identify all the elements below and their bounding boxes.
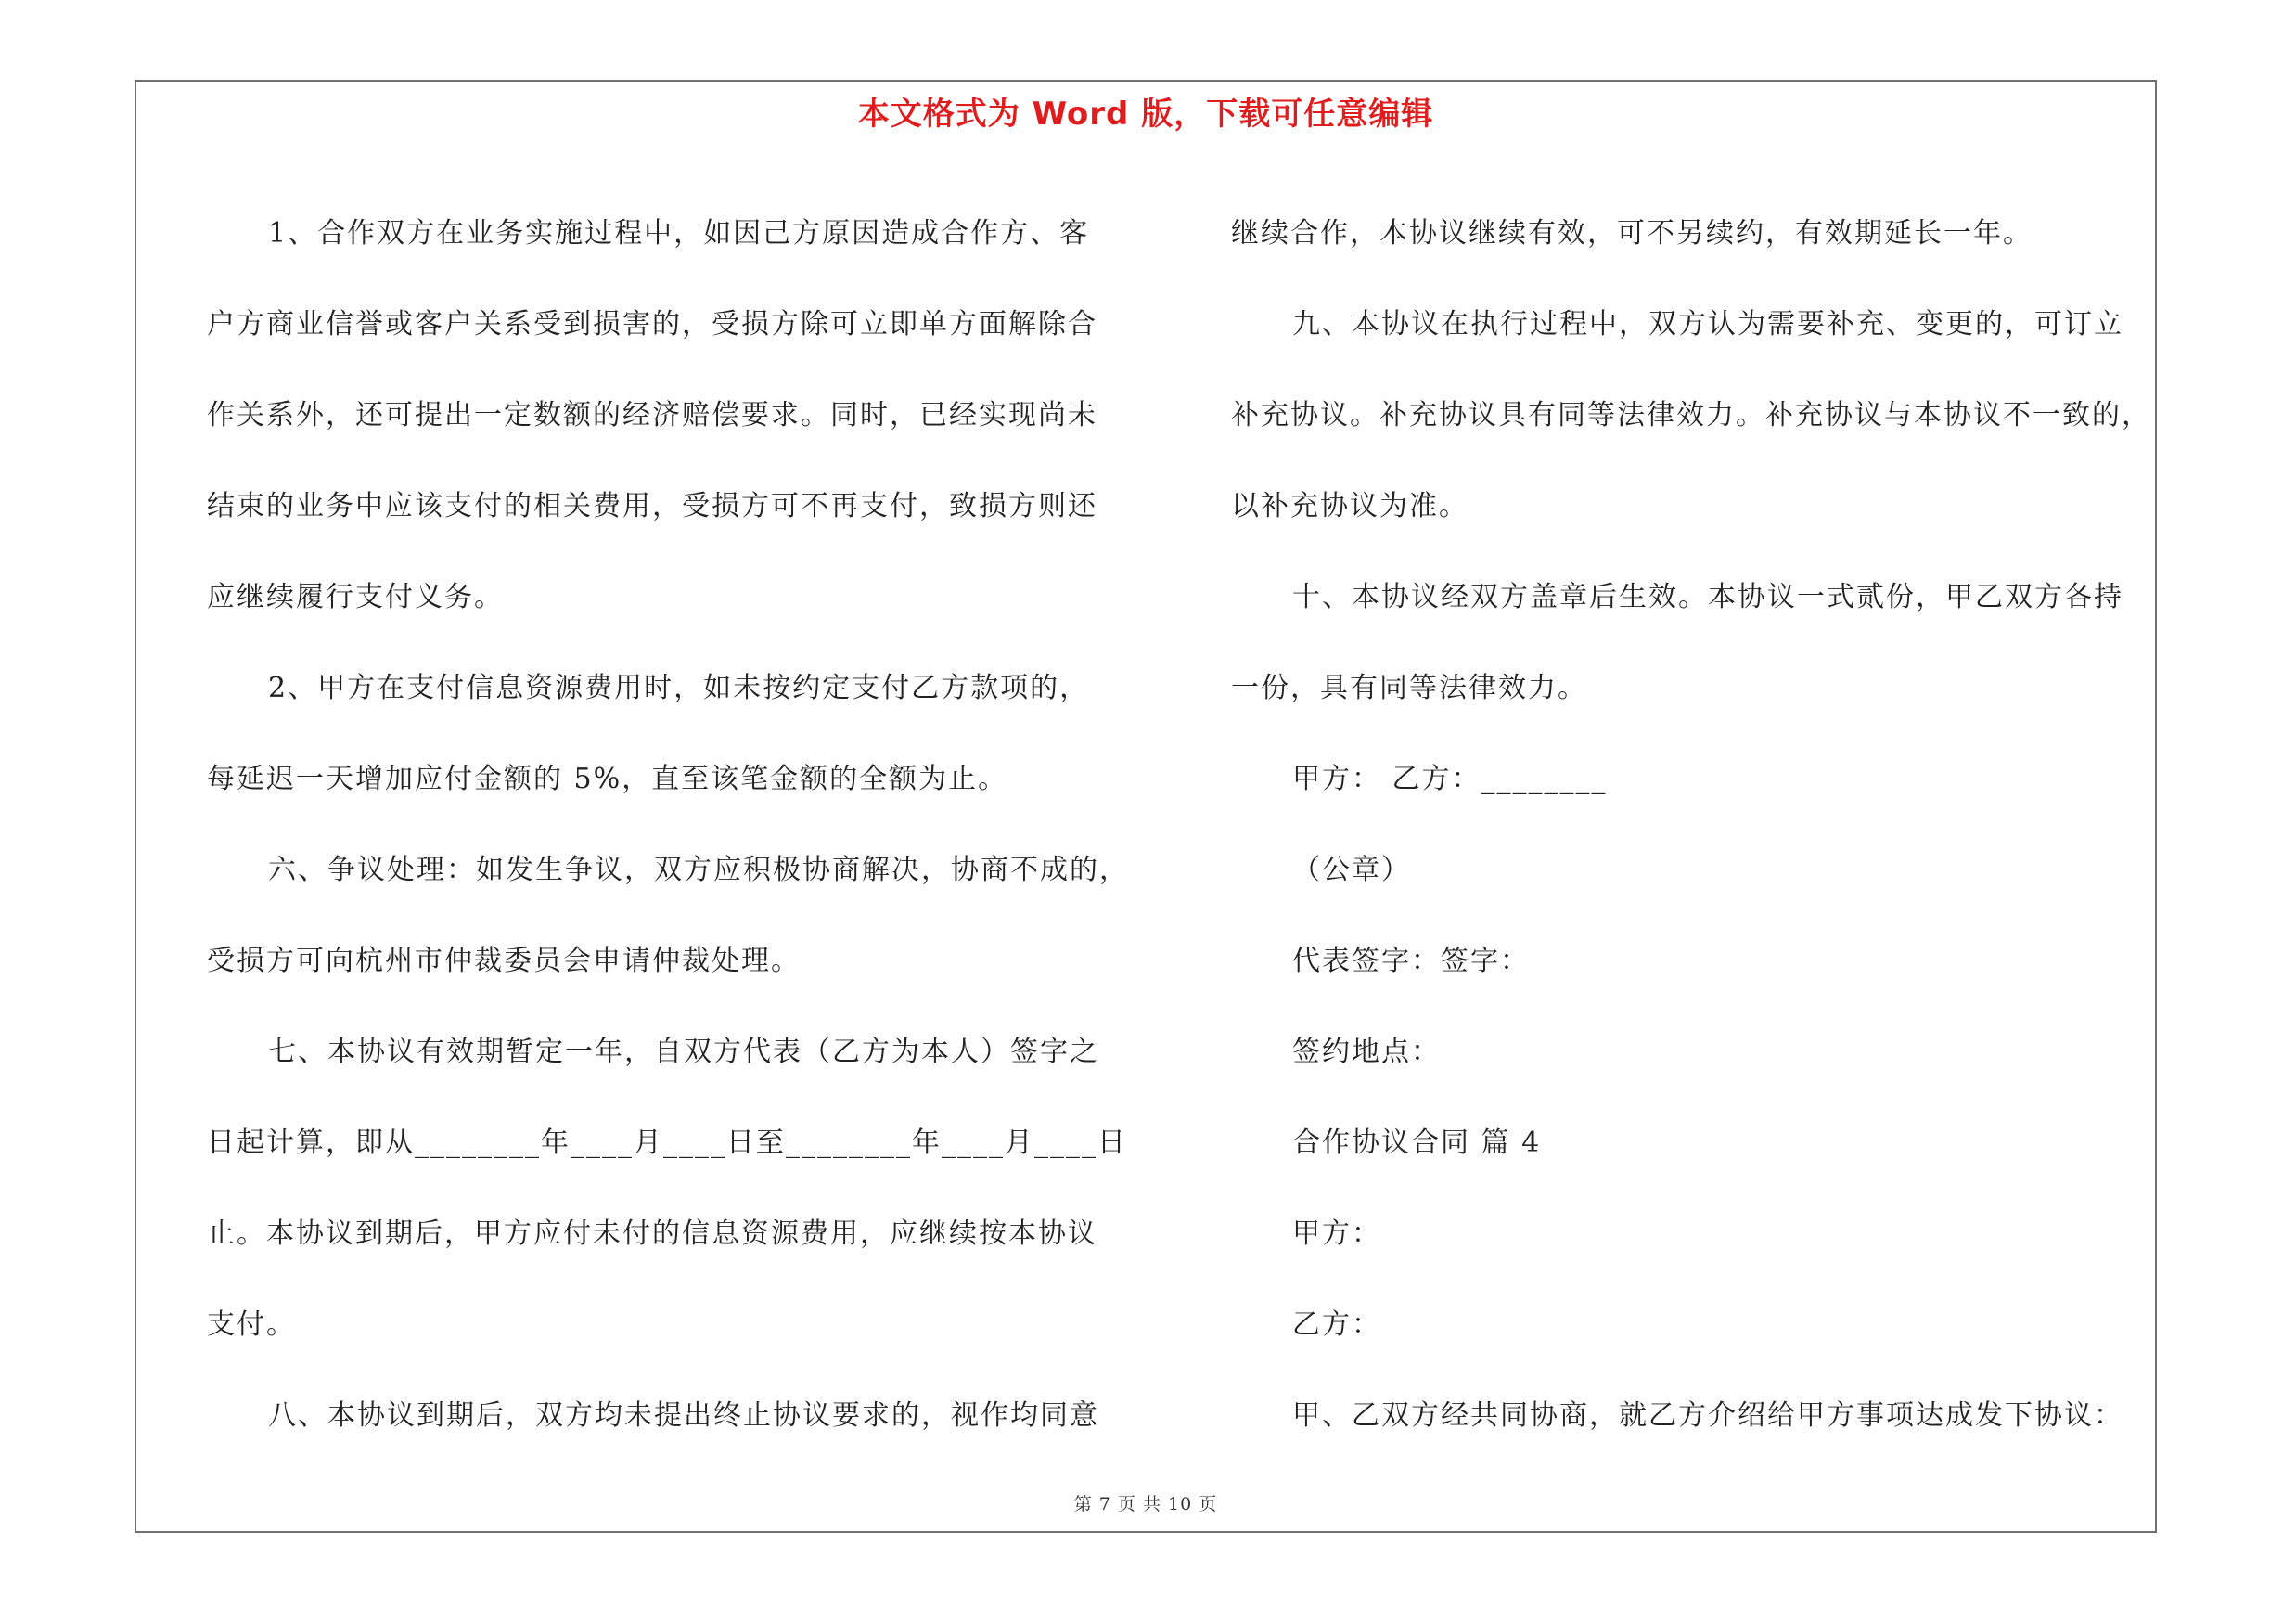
text-line: 1、合作双方在业务实施过程中，如因己方原因造成合作方、客	[268, 217, 1090, 250]
party-a-line: 甲方：	[1292, 1217, 1381, 1250]
left-text-column	[207, 188, 1129, 1462]
text-line: 结束的业务中应该支付的相关费用，受损方可不再支付，致损方则还	[207, 490, 1097, 522]
text-line: 止。本协议到期后，甲方应付未付的信息资源费用，应继续按本协议	[207, 1217, 1097, 1250]
signing-location-line: 签约地点：	[1292, 1036, 1441, 1068]
page-number-footer: 第 7 页 共 10 页	[1073, 1494, 1218, 1514]
right-text-column	[1231, 188, 2149, 1462]
text-line: 户方商业信誉或客户关系受到损害的，受损方除可立即单方面解除合	[207, 308, 1097, 341]
text-line: 八、本协议到期后，双方均未提出终止协议要求的，视作均同意	[268, 1399, 1099, 1432]
text-line: 每延迟一天增加应付金额的 5%，直至该笔金额的全额为止。	[207, 763, 1008, 795]
text-line: 支付。	[207, 1308, 296, 1341]
page-frame	[135, 80, 2157, 1533]
text-line: 应继续履行支付义务。	[207, 581, 504, 613]
text-line: 甲、乙双方经共同协商，就乙方介绍给甲方事项达成发下协议：	[1292, 1399, 2123, 1432]
text-line: 受损方可向杭州市仲裁委员会申请仲裁处理。	[207, 945, 801, 977]
text-line: 以补充协议为准。	[1231, 490, 1469, 522]
representative-signature-line: 代表签字：签字：	[1292, 945, 1530, 977]
official-seal-line: （公章）	[1292, 854, 1411, 886]
signature-party-line: 甲方： 乙方：________	[1292, 763, 1608, 795]
text-line: 九、本协议在执行过程中，双方认为需要补充、变更的，可订立	[1292, 308, 2123, 341]
text-line: 补充协议。补充协议具有同等法律效力。补充协议与本协议不一致的，	[1231, 399, 2151, 432]
text-line: 一份，具有同等法律效力。	[1231, 672, 1587, 704]
text-line: 十、本协议经双方盖章后生效。本协议一式贰份，甲乙双方各持	[1292, 581, 2123, 613]
text-line: 2、甲方在支付信息资源费用时，如未按约定支付乙方款项的，	[268, 672, 1090, 704]
text-line: 六、争议处理：如发生争议，双方应积极协商解决，协商不成的，	[268, 854, 1129, 886]
text-line: 七、本协议有效期暂定一年，自双方代表（乙方为本人）签字之	[268, 1036, 1099, 1068]
text-line: 继续合作，本协议继续有效，可不另续约，有效期延长一年。	[1231, 217, 2033, 250]
format-notice-banner: 本文格式为 Word 版，下载可任意编辑	[857, 96, 1434, 133]
section-heading: 合作协议合同 篇 4	[1292, 1127, 1542, 1159]
text-line: 作关系外，还可提出一定数额的经济赔偿要求。同时，已经实现尚未	[207, 399, 1097, 432]
party-b-line: 乙方：	[1292, 1308, 1381, 1341]
text-line: 日起计算，即从________年____月____日至________年____月____日	[207, 1127, 1127, 1159]
